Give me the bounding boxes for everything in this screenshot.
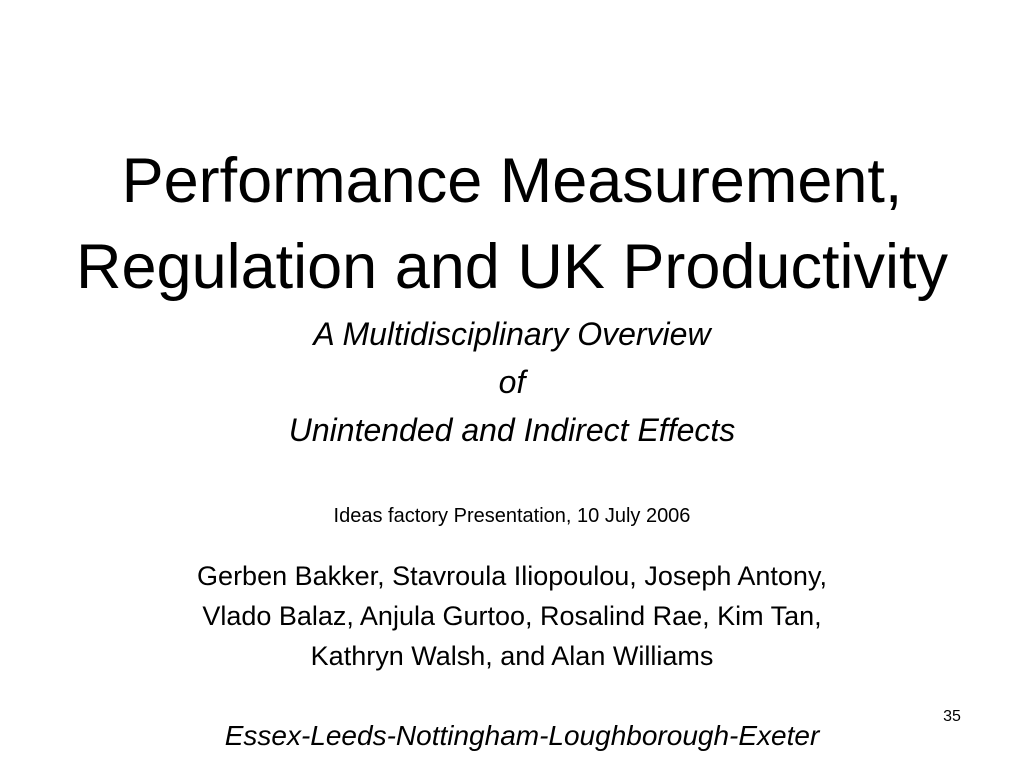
subtitle-line-1: A Multidisciplinary Overview — [313, 316, 711, 352]
page-number: 35 — [943, 708, 961, 725]
slide-title-line-1: Performance Measurement, — [121, 146, 903, 216]
subtitle-line-3: Unintended and Indirect Effects — [288, 412, 736, 448]
event-line: Ideas factory Presentation, 10 July 2006 — [333, 505, 691, 527]
authors-line-1: Gerben Bakker, Stavroula Iliopoulou, Joseph Antony, — [197, 561, 827, 591]
slide-title-line-2: Regulation and UK Productivity — [76, 232, 948, 302]
institutions-line: Essex-Leeds-Nottingham-Loughborough-Exeter — [224, 720, 820, 751]
authors-line-2: Vlado Balaz, Anjula Gurtoo, Rosalind Rae, Kim Tan, — [202, 601, 822, 631]
authors-line-3: Kathryn Walsh, and Alan Williams — [310, 641, 714, 671]
subtitle-line-2: of — [498, 364, 526, 400]
